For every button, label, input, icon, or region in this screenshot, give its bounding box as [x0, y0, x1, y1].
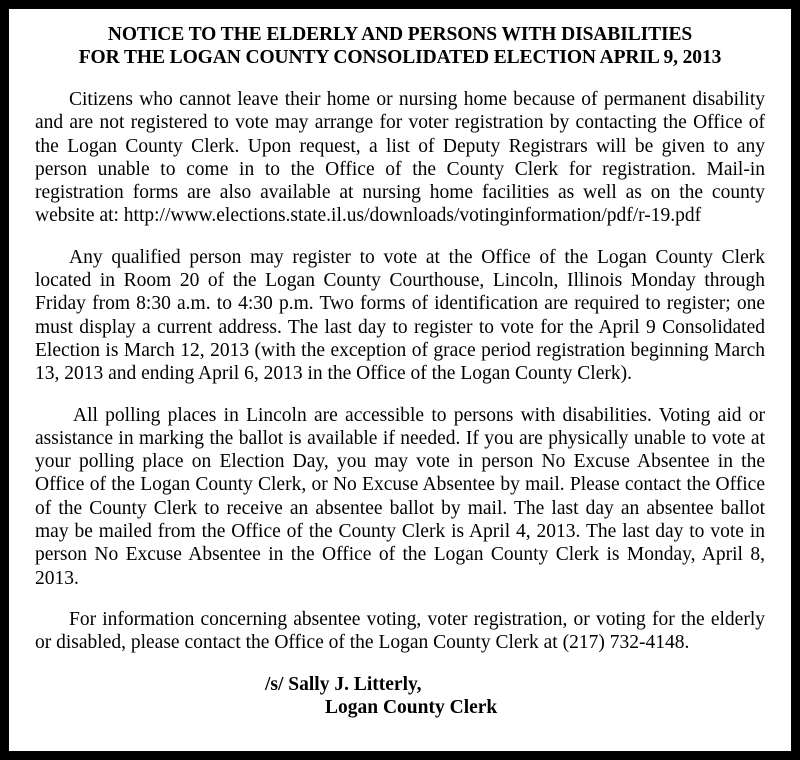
page-title-line-1: NOTICE TO THE ELDERLY AND PERSONS WITH DISABILITIES: [107, 24, 693, 45]
paragraph-spacer-1: [35, 228, 765, 246]
paragraph-spacer-3: [35, 590, 765, 608]
title-spacer: [35, 71, 765, 88]
signature-name: /s/ Sally J. Litterly,: [265, 673, 422, 695]
signature-block: [35, 673, 765, 720]
paragraph-registration: Citizens who cannot leave their home or nursing home because of permanent disability and are not registered to vote may arrange for voter registration by contacting the Office of the Logan County Clerk. Upon request, a list of Deputy Registrars will be given to any person unable to come in to the Office of the County Clerk for registration. Mail-in registration forms are also available at nursing home facilities as well as on the county website at: http://www.elections.state.il.us/downloads/votinginformation/pdf/r-19.pdf: [35, 89, 765, 227]
paragraph-contact-information: For information concerning absentee voting, voter registration, or voting for the elderly or disabled, please contact the Office of the Logan County Clerk at (217) 732-4148.: [35, 608, 765, 654]
page-title: [35, 23, 765, 69]
paragraph-qualified-person: Any qualified person may register to vote at the Office of the Logan County Clerk located in Room 20 of the Logan County Courthouse, Lincoln, Illinois Monday through Friday from 8:30 a.m. to 4:30 p.m. Two forms of identification are required to register; one must display a current address. The last day to register to vote for the April 9 Consolidated Election is March 12, 2013 (with the exception of grace period registration beginning March 13, 2013 and ending April 6, 2013 in the Office of the Logan County Clerk).: [35, 246, 765, 385]
paragraph-polling-places: All polling places in Lincoln are accessible to persons with disabilities. Voting aid or assistance in marking the ballot is available if needed. If you are physically unable to vote at your polling place on Election Day, you may vote in person No Excuse Absentee in the Office of the Logan County Clerk, or No Excuse Absentee by mail. Please contact the Office of the County Clerk to receive an absentee ballot by mail. The last day an absentee ballot may be mailed from the Office of the County Clerk is April 4, 2013. The last day to vote in person No Excuse Absentee in the Office of the Logan County Clerk is Monday, April 8, 2013.: [35, 404, 765, 589]
signature-title: Logan County Clerk: [325, 696, 498, 718]
notice-document: [9, 9, 791, 751]
paragraph-spacer-2: [35, 386, 765, 404]
page-title-line-2: FOR THE LOGAN COUNTY CONSOLIDATED ELECTION APRIL 9, 2013: [78, 47, 722, 68]
